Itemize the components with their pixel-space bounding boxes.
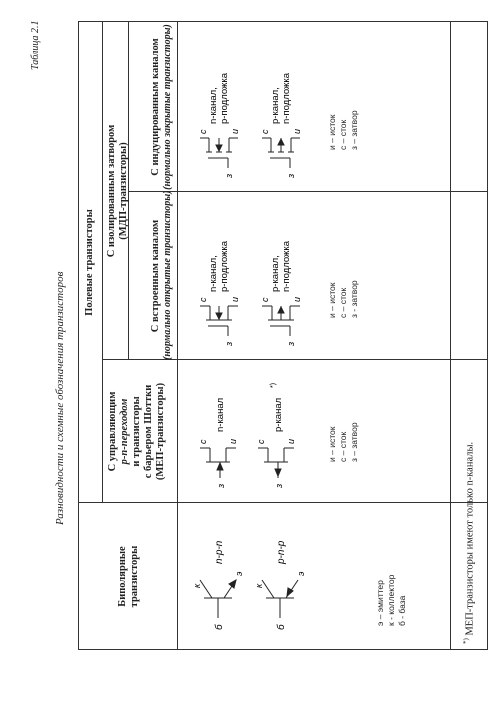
mos-induced-p-icon xyxy=(262,138,300,168)
jfet-symbols xyxy=(190,367,310,492)
header-mos: С изолированным затвором (МДП-транзисторы) xyxy=(106,124,129,258)
pnp-pin-e: э xyxy=(296,571,306,576)
jfet-p-label: p-канал xyxy=(273,397,284,432)
jfet-n-pin-g: з xyxy=(216,483,226,488)
jfet-n-icon xyxy=(200,448,236,478)
header-builtin: С встроенным каналом (нормально открытые транзисторы) xyxy=(150,190,173,360)
builtin-symbols xyxy=(190,200,320,350)
induced-p-label-1: p-канал, xyxy=(270,87,281,124)
bipolar-legend: э – эмиттер к - коллектор б - база xyxy=(375,574,407,626)
builtin-legend: и – исток с – сток з - затвор xyxy=(327,280,359,318)
builtin-p-pin-s: и xyxy=(292,296,302,302)
pnp-label: p-n-p xyxy=(276,540,287,564)
pnp-pin-k: к xyxy=(254,583,264,588)
builtin-p-pin-d: с xyxy=(260,297,270,302)
jfet-p-icon xyxy=(258,448,294,478)
jfet-n-pin-d: с xyxy=(198,439,208,444)
jfet-p-footnote-mark: *) xyxy=(270,382,277,388)
footnote xyxy=(462,442,476,644)
footnote-text: МЕП-транзисторы имеют только n-каналы. xyxy=(464,441,476,636)
npn-pin-e: э xyxy=(234,571,244,576)
induced-n-label-1: n-канал, xyxy=(208,87,219,124)
npn-pin-k: к xyxy=(192,583,202,588)
mos-builtin-p-icon xyxy=(262,306,300,336)
builtin-n-pin-s: и xyxy=(230,296,240,302)
builtin-n-pin-g: з xyxy=(224,341,234,346)
footnote-mark: *) xyxy=(462,638,470,644)
header-jfet: С управляющим p-n-переходом и транзисторы с барьером Шоттки (МЕП-транзисторы) xyxy=(107,382,166,481)
builtin-p-label-1: p-канал, xyxy=(270,255,281,292)
header-field: Полевые транзисторы xyxy=(84,209,95,316)
induced-p-label-2: n-подложка xyxy=(281,72,292,124)
jfet-n-label: n-канал xyxy=(215,397,226,432)
jfet-p-pin-d: с xyxy=(256,439,266,444)
table-label: Таблица 2.1 xyxy=(30,20,41,70)
builtin-p-label-2: n-подложка xyxy=(281,240,292,292)
header-induced: С индуцированным каналом (нормально закрытые транзисторы) xyxy=(150,24,173,190)
induced-legend: и – исток с – сток з – затвор xyxy=(327,110,359,150)
induced-p-pin-g: з xyxy=(286,173,296,178)
induced-p-pin-s: и xyxy=(292,128,302,134)
induced-n-pin-s: и xyxy=(230,128,240,134)
pnp-transistor-icon xyxy=(262,580,298,618)
jfet-p-pin-s: и xyxy=(286,438,296,444)
table-title: Разновидности и схемные обозначения транзисторов xyxy=(54,271,66,525)
induced-n-pin-d: с xyxy=(198,129,208,134)
builtin-n-label-1: n-канал, xyxy=(208,255,219,292)
bipolar-symbols xyxy=(190,515,390,640)
pnp-pin-b: б xyxy=(276,624,287,630)
npn-pin-b: б xyxy=(214,624,225,630)
jfet-legend: и – исток с – сток з – затвор xyxy=(327,422,359,462)
mos-builtin-n-icon xyxy=(200,306,238,336)
builtin-p-pin-g: з xyxy=(286,341,296,346)
header-bipolar: Биполярные транзисторы xyxy=(117,545,140,608)
jfet-p-pin-g: з xyxy=(274,483,284,488)
mos-induced-n-icon xyxy=(200,138,238,168)
npn-transistor-icon xyxy=(200,580,236,618)
induced-n-pin-g: з xyxy=(224,173,234,178)
builtin-n-label-2: p-подложка xyxy=(219,240,230,292)
induced-symbols xyxy=(190,32,320,182)
builtin-n-pin-d: с xyxy=(198,297,208,302)
npn-label: n-p-n xyxy=(214,540,225,564)
induced-n-label-2: p-подложка xyxy=(219,72,230,124)
jfet-n-pin-s: и xyxy=(228,438,238,444)
induced-p-pin-d: с xyxy=(260,129,270,134)
